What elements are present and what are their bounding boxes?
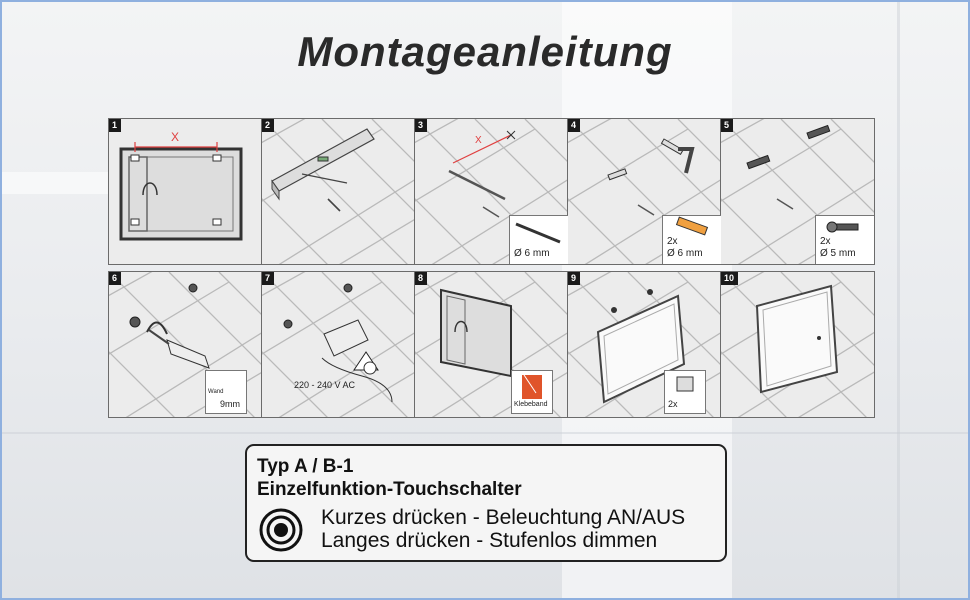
measure-label: X: [475, 135, 482, 146]
step-number: 8: [415, 272, 427, 285]
step-number: 2: [262, 119, 274, 132]
bracket-count-label: 2x: [668, 399, 678, 409]
switch-type: Typ A / B-1: [257, 456, 354, 477]
step-number: 6: [109, 272, 121, 285]
wall-label: Wand: [208, 389, 224, 395]
step-4-panel: [567, 118, 722, 265]
mounting-bracket-icon: [665, 371, 705, 399]
step-number: 9: [568, 272, 580, 285]
step-10-panel: [720, 271, 875, 418]
screw-inset: [815, 215, 875, 265]
drill-size-label: Ø 6 mm: [514, 248, 550, 259]
step-3-panel: [414, 118, 569, 265]
depth-label: 9mm: [220, 399, 240, 409]
step-9-panel: [567, 271, 722, 418]
drill-bit-inset: [509, 215, 569, 265]
touch-switch-info-box: [245, 444, 727, 562]
page-title: Montageanleitung: [297, 28, 673, 75]
wall-anchor-icon: [663, 216, 721, 238]
mirror-back-illustration: [109, 119, 262, 264]
step-number: 1: [109, 119, 121, 132]
anchor-size-label: Ø 6 mm: [667, 248, 703, 259]
background-wall-edge: [897, 2, 900, 600]
step-number: 5: [721, 119, 733, 132]
long-press-text: Langes drücken - Stufenlos dimmen: [321, 529, 658, 552]
screw-size-label: Ø 5 mm: [820, 248, 856, 259]
measure-label: X: [171, 130, 180, 144]
short-press-text: Kurzes drücken - Beleuchtung AN/AUS: [321, 506, 686, 529]
step-number: 7: [262, 272, 274, 285]
step-number: 4: [568, 119, 580, 132]
adhesive-tape-icon: [512, 371, 552, 401]
screw-icon: [816, 216, 874, 238]
wall-depth-inset: [205, 370, 247, 414]
step-6-panel: [108, 271, 263, 418]
step-1-panel: [108, 118, 263, 265]
drill-bit-icon: [510, 216, 568, 246]
step-8-panel: [414, 271, 569, 418]
bracket-inset: [664, 370, 706, 414]
step-7-panel: [261, 271, 416, 418]
background-floor-line: [2, 432, 970, 434]
step-2-panel: [261, 118, 416, 265]
step-number: 3: [415, 119, 427, 132]
spirit-level-illustration: [262, 119, 415, 264]
touch-button-icon: [259, 508, 303, 552]
voltage-label: 220 - 240 V AC: [294, 380, 356, 390]
anchor-inset: [662, 215, 722, 265]
switch-function: Einzelfunktion-Touchschalter: [257, 479, 522, 500]
finished-mirror-illustration: [721, 272, 874, 417]
step-number: 10: [721, 272, 738, 285]
screw-count-label: 2x: [820, 236, 831, 247]
step-5-panel: [720, 118, 875, 265]
anchor-count-label: 2x: [667, 236, 678, 247]
wiring-illustration: [262, 272, 415, 417]
tape-label: Klebeband: [514, 401, 548, 408]
tape-inset: [511, 370, 553, 414]
